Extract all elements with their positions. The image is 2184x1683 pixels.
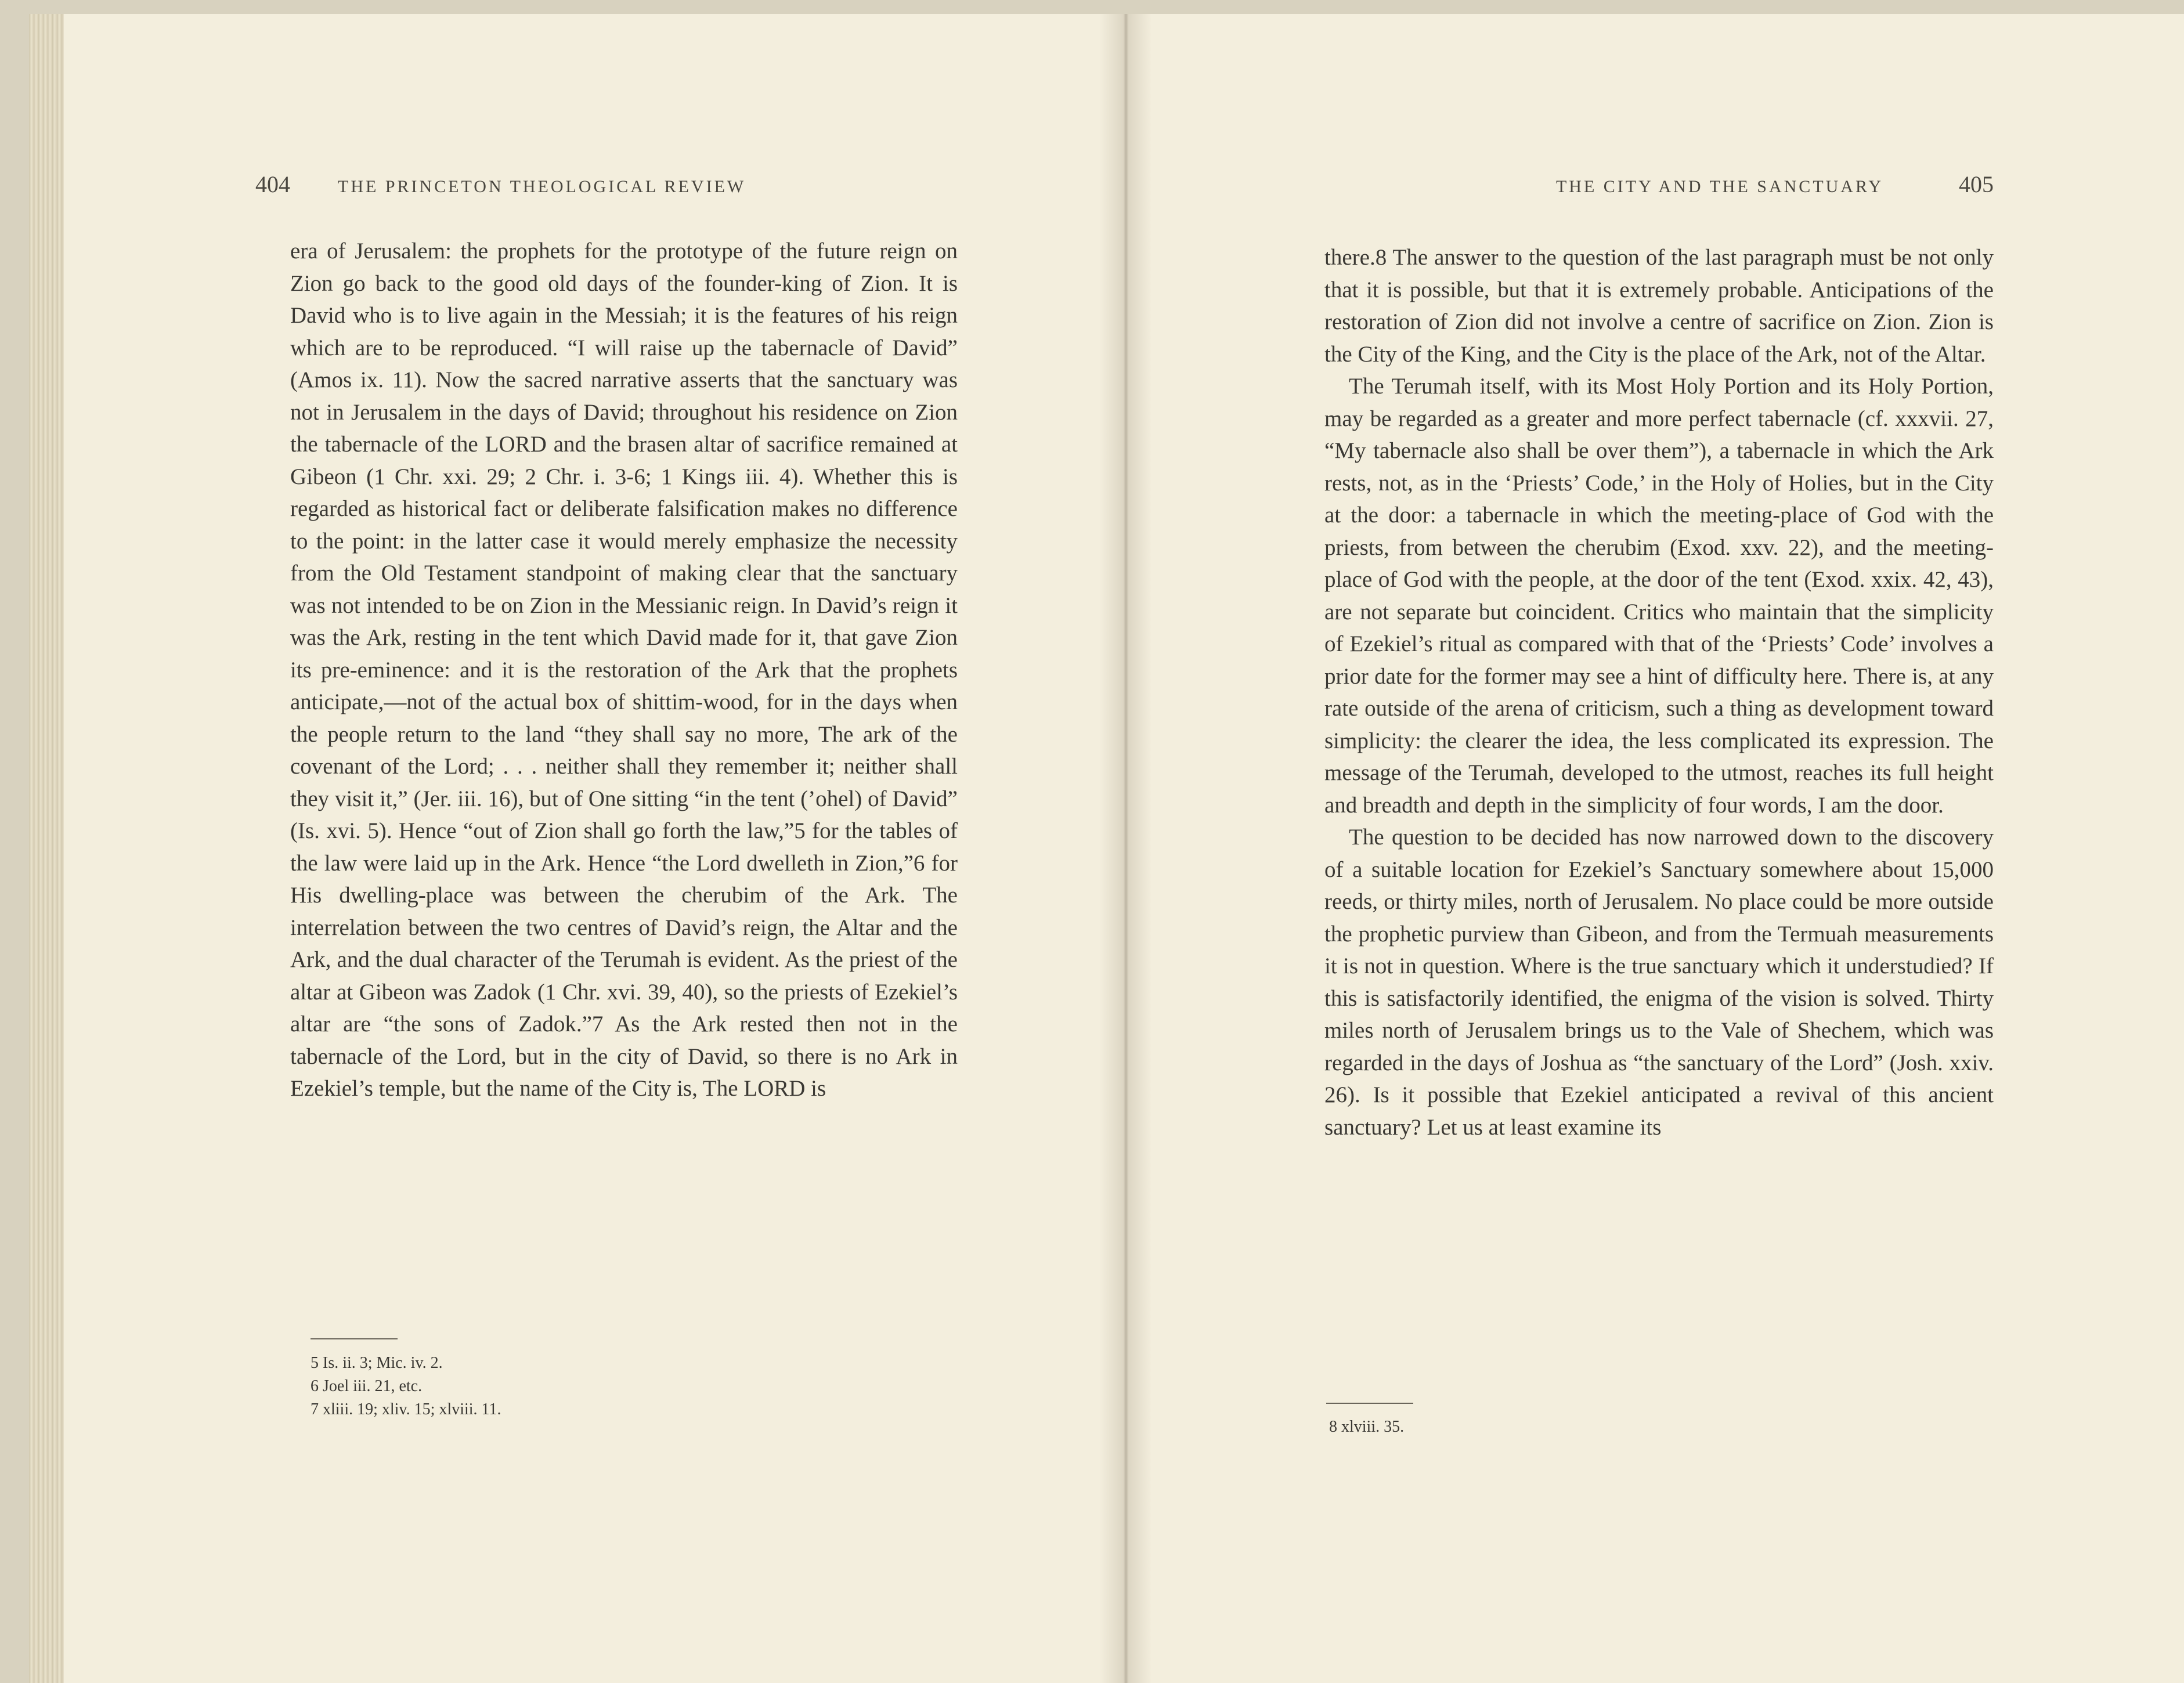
right-page-number: 405 bbox=[1959, 171, 1994, 197]
right-running-title: THE CITY AND THE SANCTUARY bbox=[1555, 177, 1883, 196]
right-paragraph-3: The question to be decided has now narrowed down to the discovery of a suitable location for Ezekiel’s Sanctuary somewhere about 15,000 reeds, or thirty miles, north of Jerusalem. No place could be more outside the prophetic purview than Gibeon, and from the Termuah measurements it is not in question. Where is the true sanctuary which it understudied? If this is satisfactorily identified, the enigma of the vision is solved. Thirty miles north of Jerusalem brings us to the Vale of Shechem, which was regarded in the days of Joshua as “the sanctuary of the Lord” (Josh. xxiv. 26). Is it possible that Ezekiel anticipated a revival of this ancient sanctuary? Let us at least examine its bbox=[1324, 825, 1994, 1140]
left-footnotes bbox=[311, 1352, 717, 1421]
left-page-number: 404 bbox=[255, 171, 290, 197]
right-running-header bbox=[1320, 171, 1994, 211]
book-gutter bbox=[1100, 14, 1152, 1683]
right-footnotes bbox=[1329, 1415, 1619, 1439]
right-paragraph-1: there.8 The answer to the question of the last paragraph must be not only that it is possible, but that it is extremely probable. Anticipations of the restoration of Zion did not involve a centre of sacrifice on Zion. Zion is the City of the King, and the City is the place of the Ark, not of the Altar. bbox=[1324, 245, 1994, 367]
left-paragraph-1: era of Jerusalem: the prophets for the prototype of the future reign on Zion go back to the good old days of the founder-king of Zion. It is David who is to live again in the Messiah; it is the features of his reign which are to be reproduced. “I will raise up the tabernacle of David” (Amos ix. 11). Now the sacred narrative asserts that the sanctuary was not in Jerusalem in the days of David; throughout his residence on Zion the tabernacle of the LORD and the brasen altar of sacrifice remained at Gibeon (1 Chr. xxi. 29; 2 Chr. i. 3-6; 1 Kings iii. 4). Whether this is regarded as historical fact or deliberate falsification makes no difference to the point: in the latter case it would merely emphasize the necessity from the Old Testament standpoint of making clear that the sanctuary was not intended to be on Zion in the Messianic reign. In David’s reign it was the Ark, resting in the tent which David made for it, that gave Zion its pre-eminence: and it is the restoration of the Ark that the prophets anticipate,—not of the actual box of shittim-wood, for in the days when the people return to the land “they shall say no more, The ark of the covenant of the Lord; . . . neither shall they remember it; neither shall they visit it,” (Jer. iii. 16), but of One sitting “in the tent (’ohel) of David” (Is. xvi. 5). Hence “out of Zion shall go forth the law,”5 for the tables of the law were laid up in the Ark. Hence “the Lord dwelleth in Zion,”6 for His dwelling-place was between the cherubim of the Ark. The interrelation between the two centres of David’s reign, the Altar and the Ark, and the dual character of the Terumah is evident. As the priest of the altar at Gibeon was Zadok (1 Chr. xvi. 39, 40), so the priests of Ezekiel’s altar are “the sons of Zadok.”7 As the Ark rested then not in the tabernacle of the Lord, but in the city of David, so there is no Ark in Ezekiel’s temple, but the name of the City is, The LORD is bbox=[290, 239, 958, 1101]
left-running-title: THE PRINCETON THEOLOGICAL REVIEW bbox=[338, 177, 746, 196]
footnote-7: 7 xliii. 19; xliv. 15; xlviii. 11. bbox=[311, 1400, 501, 1418]
footnote-6: 6 Joel iii. 21, etc. bbox=[311, 1377, 423, 1395]
left-page bbox=[64, 14, 1100, 1683]
footnote-5: 5 Is. ii. 3; Mic. iv. 2. bbox=[311, 1354, 443, 1372]
right-page bbox=[1152, 14, 2184, 1683]
left-body-text bbox=[290, 235, 958, 1105]
page-edges bbox=[29, 14, 64, 1683]
right-paragraph-2: The Terumah itself, with its Most Holy Portion and its Holy Portion, may be regarded as a greater and more perfect tabernacle (cf. xxxvii. 27, “My tabernacle also shall be over them”), a tabernacle in which the Ark rests, not, as in the ‘Priests’ Code,’ in the Holy of Holies, but in the City at the door: a tabernacle in which the meeting-place of God with the priests, from between the cherubim (Exod. xxv. 22), and the meeting-place of God with the people, at the door of the tent (Exod. xxix. 42, 43), are not separate but coincident. Critics who maintain that the simplicity of Ezekiel’s ritual as compared with that of the ‘Priests’ Code’ involves a prior date for the former may see a hint of difficulty here. There is, at any rate outside of the arena of criticism, such a thing as development toward simplicity: the clearer the idea, the less complicated its expression. The message of the Terumah, developed to the utmost, reaches its full height and breadth and depth in the simplicity of four words, I am the door. bbox=[1324, 374, 1994, 818]
left-running-header bbox=[255, 171, 961, 211]
footnote-8: 8 xlviii. 35. bbox=[1329, 1418, 1405, 1436]
left-footnote-rule bbox=[311, 1338, 398, 1339]
right-body-text bbox=[1324, 241, 1994, 1143]
book-spread bbox=[29, 14, 2184, 1683]
right-footnote-rule bbox=[1326, 1403, 1413, 1404]
